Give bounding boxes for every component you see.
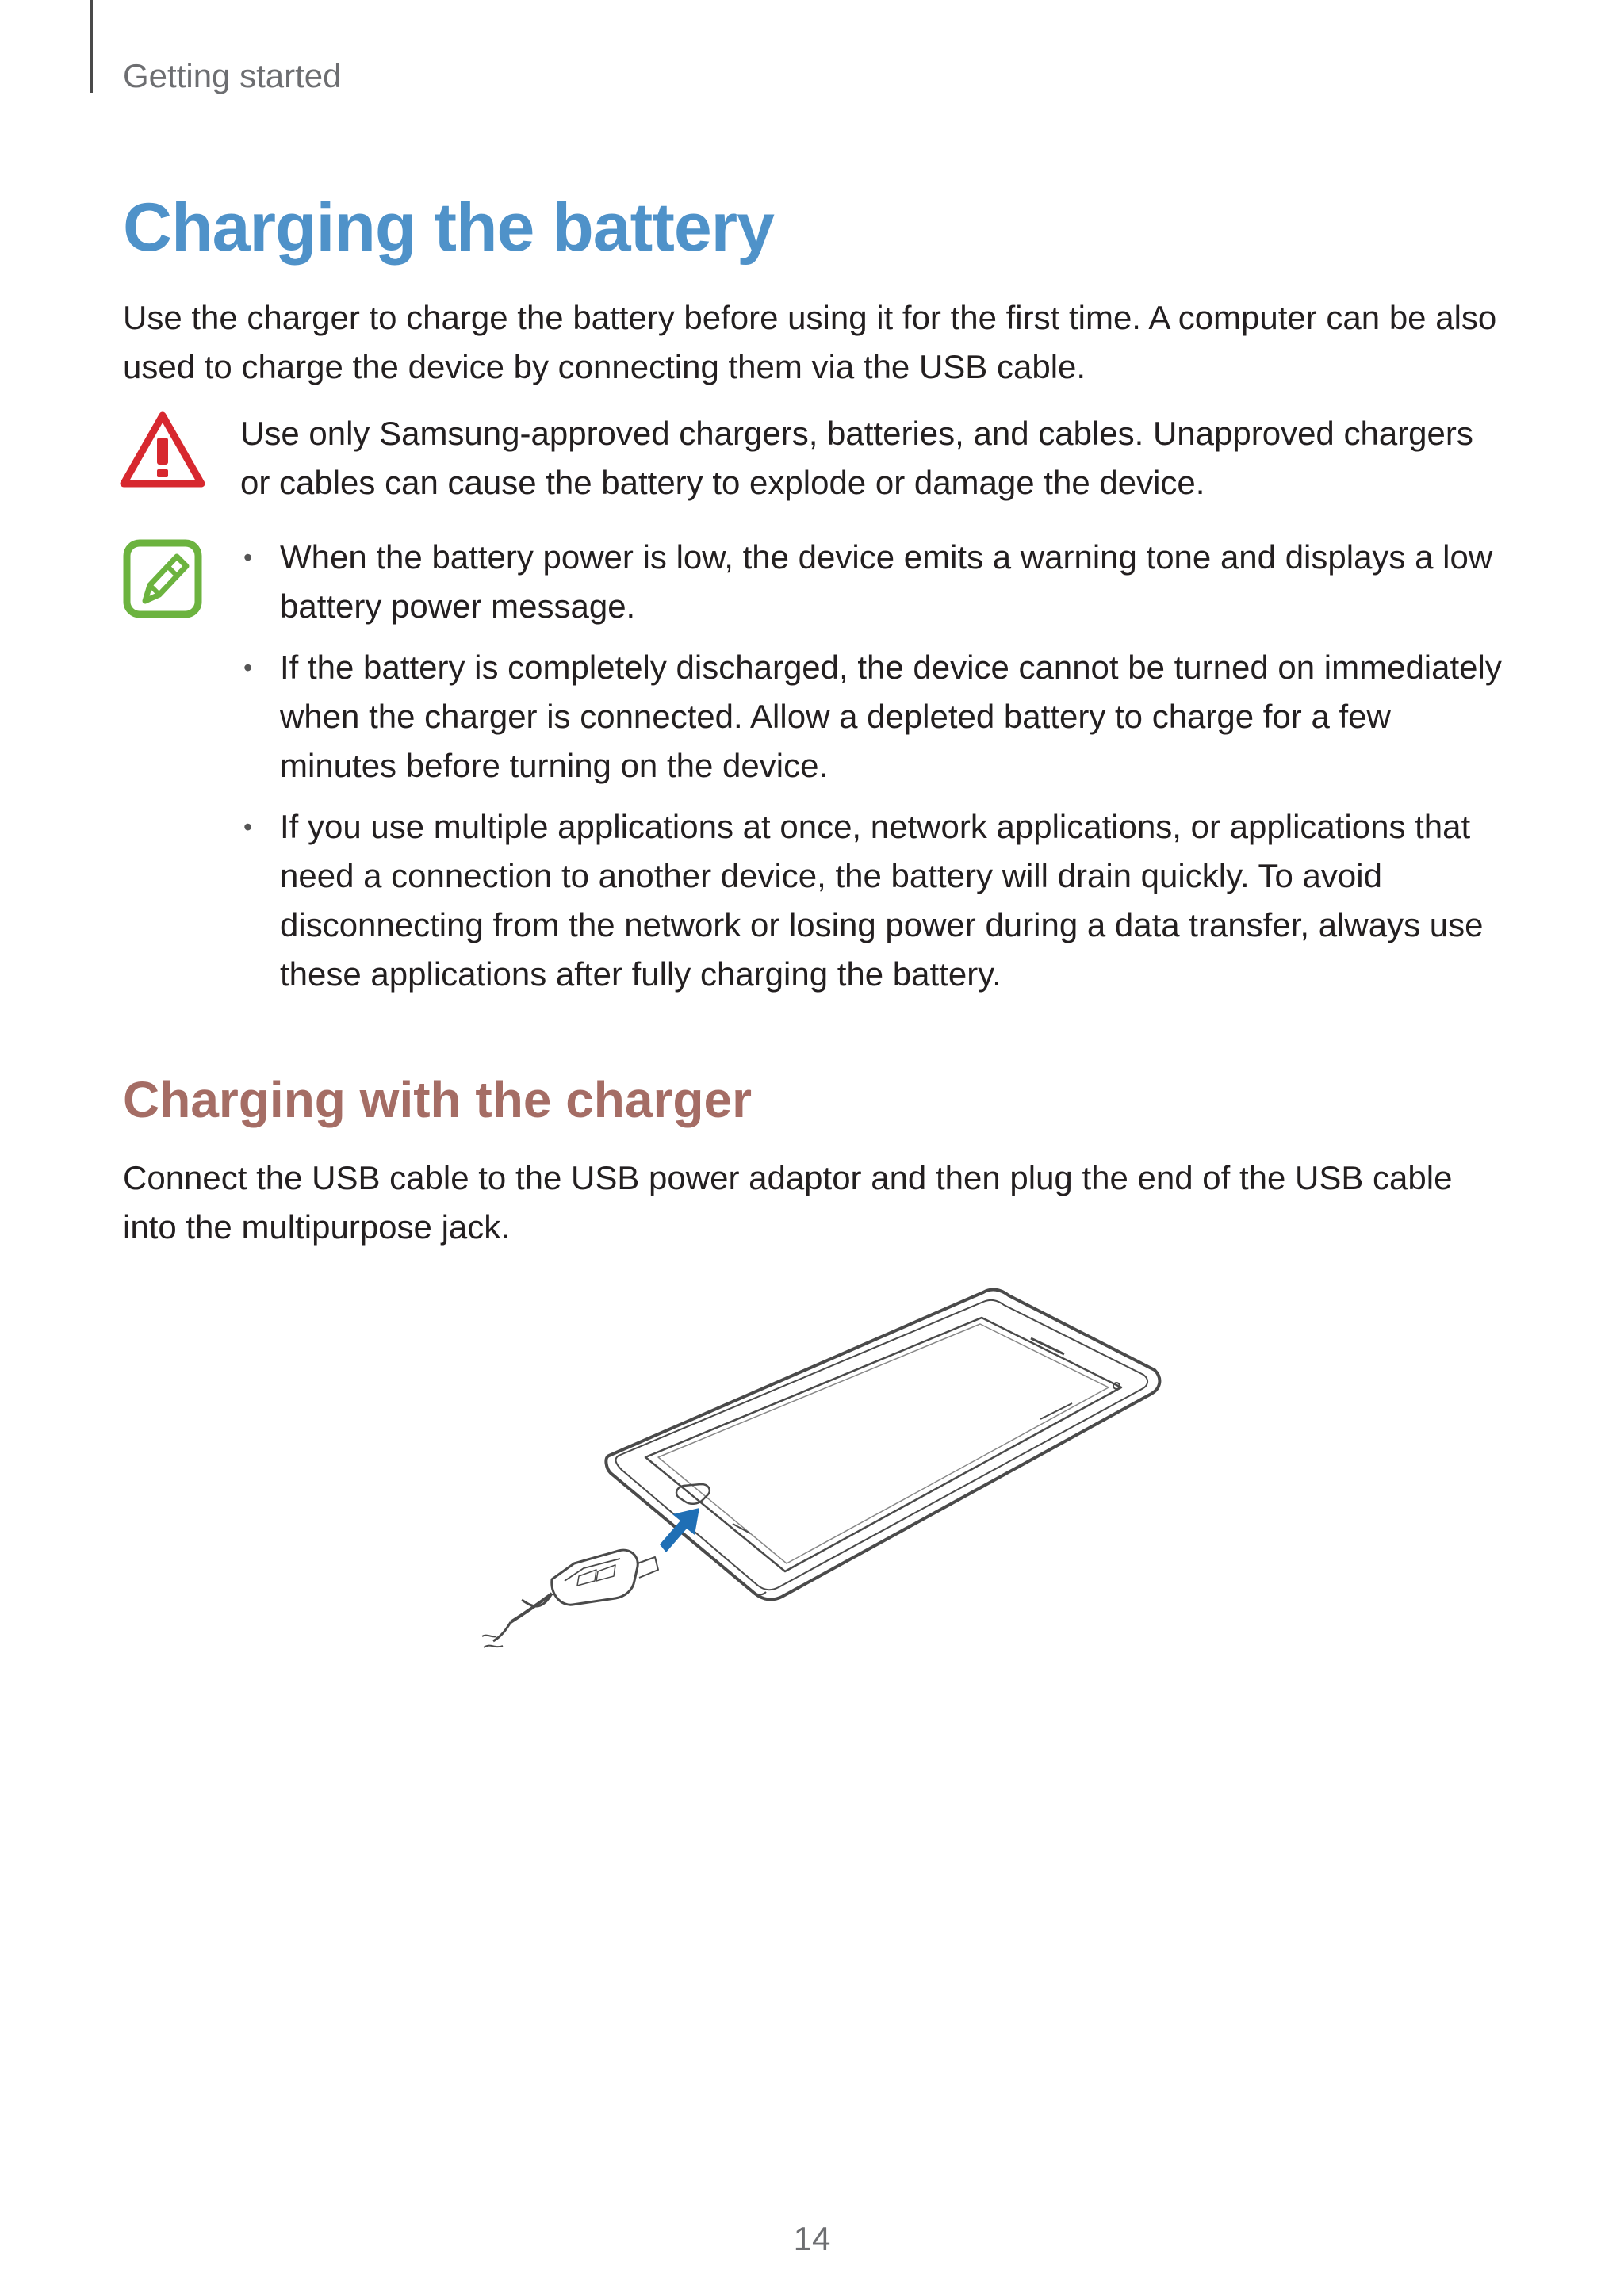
page-title: Charging the battery (123, 189, 774, 266)
section-heading: Charging with the charger (123, 1071, 752, 1128)
note-item (240, 802, 1509, 999)
note-item-text: When the battery power is low, the device emits a warning tone and displays a low battery power message. (280, 538, 1493, 625)
phone-drawing (606, 1290, 1159, 1600)
page-number: 14 (793, 2220, 831, 2257)
arrow-icon (660, 1508, 699, 1552)
warning-triangle-icon (119, 411, 206, 490)
note-list (240, 533, 1509, 1011)
note-item (240, 533, 1509, 631)
note-pencil-icon (123, 539, 202, 618)
bullet-marker: • (243, 543, 253, 572)
header-rule (90, 0, 93, 93)
note-item-text: If the battery is completely discharged, the device cannot be turned on immediately when the charger is connected. Allow a depleted battery to charge for a few minutes before turning on the device. (280, 649, 1502, 784)
note-item-text: If you use multiple applications at once, network applications, or applications that need a connection to another device, the battery will drain quickly. To avoid disconnecting from the network or losing power during a data transfer, always use these applications after fully charging the battery. (280, 808, 1484, 993)
usb-connector-drawing (482, 1550, 658, 1647)
header-section-label: Getting started (123, 57, 342, 94)
section-paragraph: Connect the USB cable to the USB power adaptor and then plug the end of the USB cable into the multipurpose jack. (123, 1159, 1453, 1246)
bullet-marker: • (243, 653, 253, 682)
phone-charging-illustration (476, 1276, 1189, 1689)
note-item (240, 643, 1509, 790)
intro-paragraph: Use the charger to charge the battery before using it for the first time. A computer can be also used to charge the device by connecting them via the USB cable. (123, 299, 1497, 385)
warning-text: Use only Samsung-approved chargers, batteries, and cables. Unapproved chargers or cables can cause the battery to explode or damage the device. (240, 415, 1473, 501)
bullet-marker: • (243, 813, 253, 841)
